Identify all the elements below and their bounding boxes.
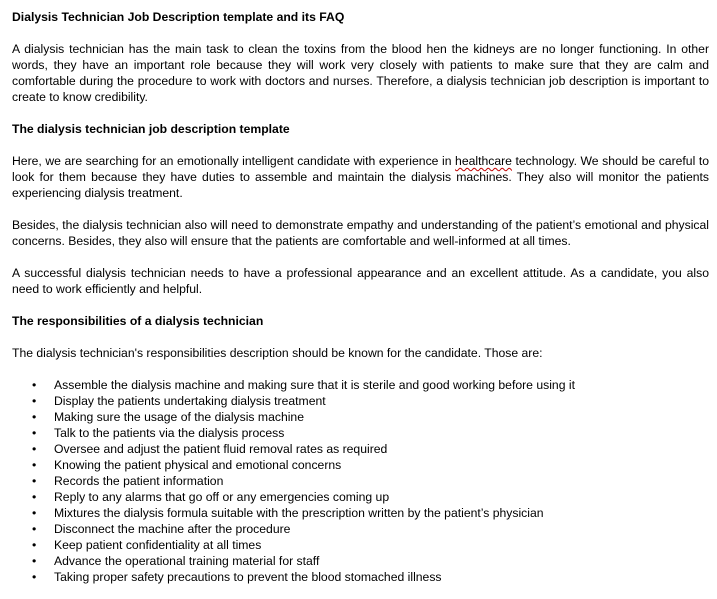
list-item-text: Records the patient information	[54, 474, 224, 488]
template-paragraph-3: A successful dialysis technician needs to have a professional appearance and an excellent attitude. As a candidate, you also need to work efficiently and helpful.	[12, 266, 709, 296]
list-item-text: Disconnect the machine after the procedure	[54, 522, 291, 536]
list-item-text: Making sure the usage of the dialysis machine	[54, 410, 304, 424]
bullet-icon: •	[32, 474, 37, 488]
list-item	[12, 441, 709, 457]
intro-paragraph: A dialysis technician has the main task to clean the toxins from the blood hen the kidneys are no longer functioning. In other words, they have an important role because they will work very closely with patients to make sure that they are calm and comfortable during the procedure to work with doctors and nurses. Therefore, a dialysis technician job description is important to create to know credibility.	[12, 42, 709, 104]
responsibilities-list	[12, 377, 709, 585]
list-item	[12, 569, 709, 585]
list-item	[12, 409, 709, 425]
list-item	[12, 377, 709, 393]
list-item	[12, 505, 709, 521]
list-item-text: Advance the operational training material for staff	[54, 554, 320, 568]
bullet-icon: •	[32, 410, 37, 424]
bullet-icon: •	[32, 458, 37, 472]
bullet-icon: •	[32, 506, 37, 520]
responsibilities-intro: The dialysis technician's responsibilities description should be known for the candidate. Those are:	[12, 346, 543, 360]
spellcheck-flagged-word[interactable]: healthcare	[455, 154, 512, 168]
list-item	[12, 489, 709, 505]
bullet-icon: •	[32, 426, 37, 440]
list-item-text: Assemble the dialysis machine and making sure that it is sterile and good working before using it	[54, 378, 575, 392]
list-item	[12, 521, 709, 537]
list-item-text: Oversee and adjust the patient fluid removal rates as required	[54, 442, 388, 456]
responsibilities-heading: The responsibilities of a dialysis technician	[12, 314, 264, 328]
template-paragraph-1	[12, 153, 709, 201]
list-item	[12, 553, 709, 569]
list-item-text: Mixtures the dialysis formula suitable with the prescription written by the patient’s physician	[54, 506, 544, 520]
bullet-icon: •	[32, 554, 37, 568]
template-paragraph-1-start: Here, we are searching for an emotionally intelligent candidate with experience in	[12, 154, 456, 168]
list-item-text: Knowing the patient physical and emotional concerns	[54, 458, 342, 472]
list-item	[12, 393, 709, 409]
bullet-icon: •	[32, 378, 37, 392]
list-item-text: Keep patient confidentiality at all times	[54, 538, 262, 552]
template-paragraph-1-end: technology. We should be careful to look for them because they have duties to assemble and maintain the dialysis machines. They also will monitor the patients experiencing dialysis treatment.	[12, 154, 709, 200]
list-item-text: Talk to the patients via the dialysis process	[54, 426, 285, 440]
list-item-text: Display the patients undertaking dialysis treatment	[54, 394, 326, 408]
bullet-icon: •	[32, 490, 37, 504]
bullet-icon: •	[32, 522, 37, 536]
bullet-icon: •	[32, 394, 37, 408]
bullet-icon: •	[32, 442, 37, 456]
list-item-text: Reply to any alarms that go off or any emergencies coming up	[54, 490, 390, 504]
template-paragraph-2: Besides, the dialysis technician also will need to demonstrate empathy and understanding of the patient’s emotional and physical concerns. Besides, they also will ensure that the patients are comfortable and well-informed at all times.	[12, 218, 709, 248]
bullet-icon: •	[32, 538, 37, 552]
list-item	[12, 425, 709, 441]
document-title: Dialysis Technician Job Description template and its FAQ	[12, 10, 345, 24]
bullet-icon: •	[32, 570, 37, 584]
template-heading: The dialysis technician job description template	[12, 122, 290, 136]
list-item-text: Taking proper safety precautions to prevent the blood stomached illness	[54, 570, 442, 584]
list-item	[12, 473, 709, 489]
list-item	[12, 537, 709, 553]
list-item	[12, 457, 709, 473]
